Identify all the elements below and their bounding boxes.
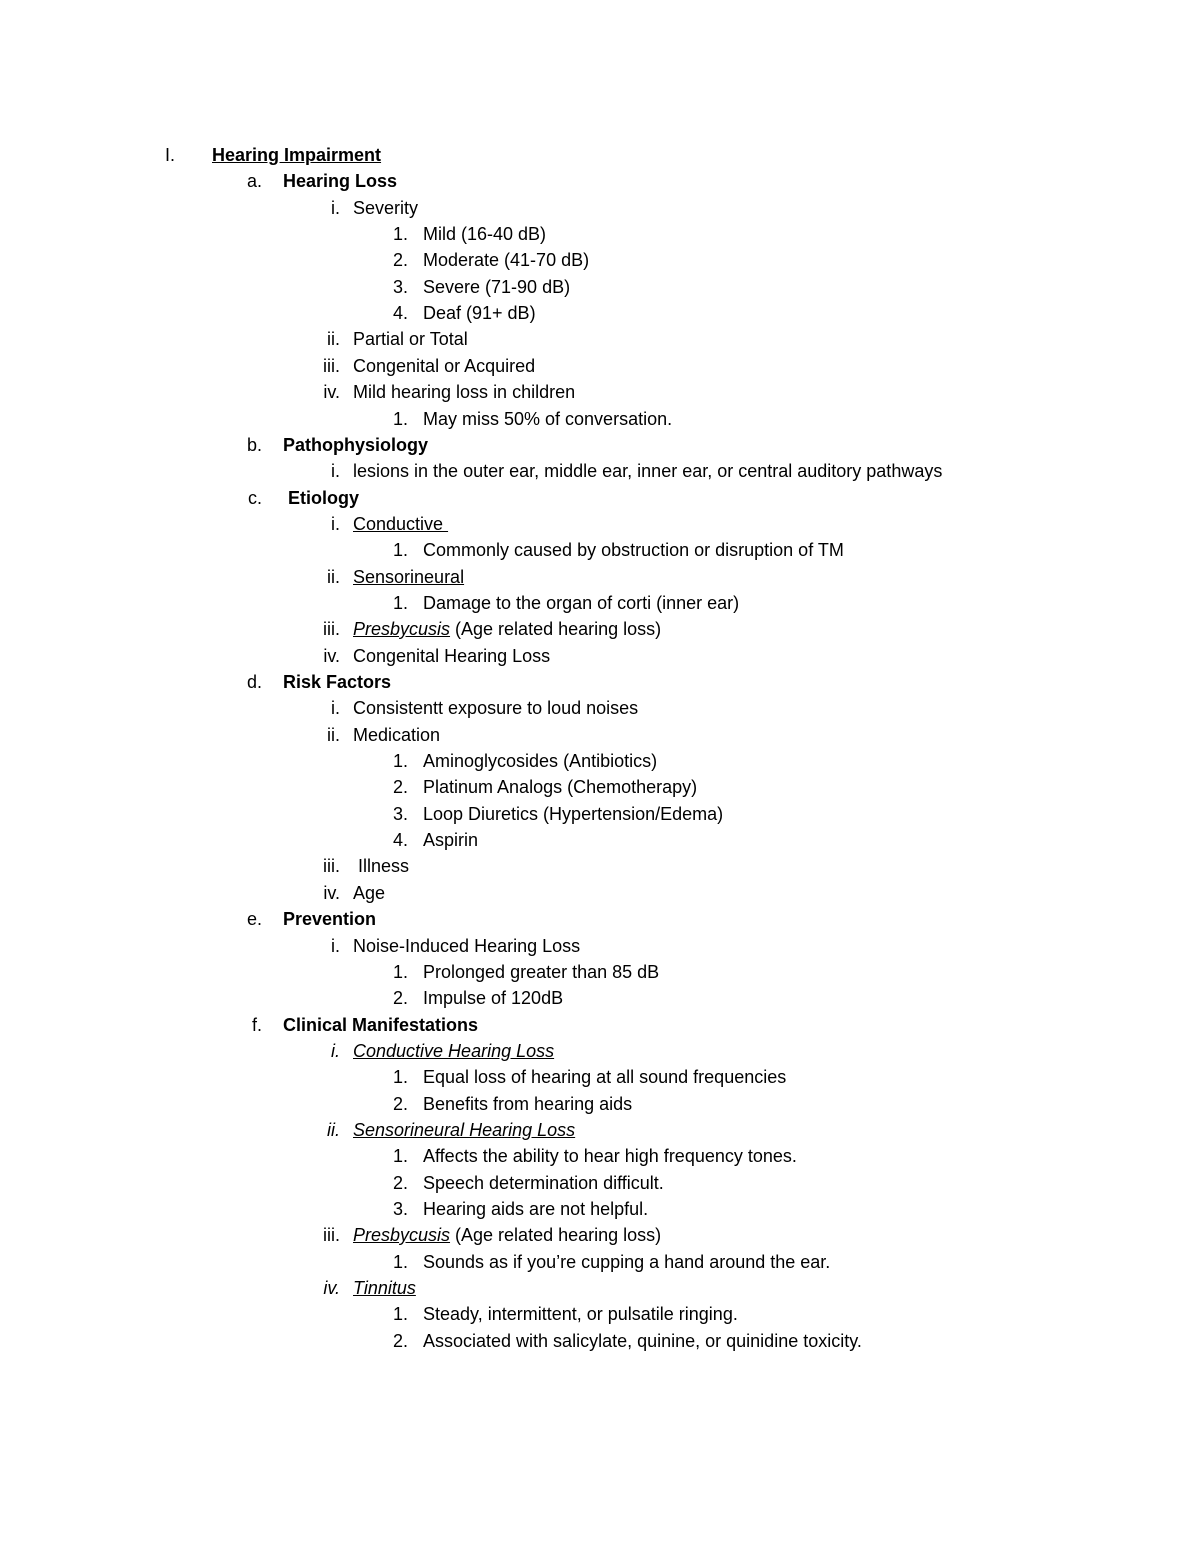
outline-text: [423, 247, 589, 273]
outline-text: [423, 774, 697, 800]
text-run: Conductive: [353, 514, 449, 534]
outline-item-line: [0, 326, 1200, 352]
outline-text: [283, 669, 391, 695]
text-run: Clinical Manifestations: [283, 1015, 479, 1035]
outline-item-line: [0, 1117, 1200, 1143]
text-run: Tinnitus: [353, 1278, 416, 1298]
outline-text: [423, 1170, 664, 1196]
outline-subitem-line: [0, 300, 1200, 326]
text-run: Presbycusis: [353, 619, 451, 639]
outline-text: [353, 564, 464, 590]
list-marker: e.: [246, 909, 262, 929]
text-run: Equal loss of hearing at all sound frequencies: [423, 1067, 787, 1087]
text-run: Etiology: [283, 488, 359, 508]
outline-item-line: [0, 722, 1200, 748]
outline-text: [423, 1301, 738, 1327]
list-marker: c.: [247, 488, 262, 508]
outline-text: [353, 616, 661, 642]
text-run: May miss 50% of conversation.: [423, 409, 673, 429]
outline-subitem-line: [0, 801, 1200, 827]
outline-subitem-line: [0, 590, 1200, 616]
outline-section-line: [0, 142, 1200, 168]
outline-subitem-line: [0, 985, 1200, 1011]
outline-subitem-line: [0, 274, 1200, 300]
outline-text: [423, 537, 844, 563]
text-run: Commonly caused by obstruction or disruption of TM: [423, 540, 844, 560]
outline-subitem-line: [0, 1301, 1200, 1327]
outline-item-line: [0, 1275, 1200, 1301]
text-run: Speech determination difficult.: [423, 1173, 664, 1193]
outline-subitem-line: [0, 1143, 1200, 1169]
outline-text: [353, 326, 468, 352]
list-marker: i.: [331, 698, 340, 718]
list-marker: a.: [246, 171, 262, 191]
outline-text: [353, 643, 550, 669]
text-run: Pathophysiology: [283, 435, 429, 455]
outline-subsection-line: [0, 669, 1200, 695]
outline-text: [353, 458, 942, 484]
text-run: Age: [353, 883, 386, 903]
list-marker: iv.: [323, 382, 340, 402]
outline-text: [423, 221, 546, 247]
outline-text: [353, 1222, 661, 1248]
outline-subitem-line: [0, 406, 1200, 432]
outline-text: [423, 1091, 632, 1117]
outline-text: [212, 142, 381, 168]
outline-subitem-line: [0, 827, 1200, 853]
text-run: Congenital or Acquired: [353, 356, 536, 376]
outline-subitem-line: [0, 748, 1200, 774]
outline-item-line: [0, 353, 1200, 379]
outline-item-line: [0, 933, 1200, 959]
text-run: Affects the ability to hear high frequency tones.: [423, 1146, 797, 1166]
outline-item-line: [0, 853, 1200, 879]
outline-subsection-line: [0, 906, 1200, 932]
text-run: lesions in the outer ear, middle ear, inner ear, or central auditory pathways: [353, 461, 943, 481]
text-run: Damage to the organ of corti (inner ear): [423, 593, 740, 613]
list-marker: 2.: [392, 1173, 408, 1193]
text-run: Hearing Impairment: [212, 145, 382, 165]
text-run: Sounds as if you’re cupping a hand around the ear.: [423, 1252, 831, 1272]
outline-item-line: [0, 195, 1200, 221]
text-run: Presbycusis: [353, 1225, 451, 1245]
list-marker: i.: [331, 936, 340, 956]
text-run: Mild (16-40 dB): [423, 224, 547, 244]
outline-item-line: [0, 643, 1200, 669]
outline-text: [283, 906, 376, 932]
outline-subitem-line: [0, 774, 1200, 800]
list-marker: 1.: [392, 962, 408, 982]
outline-text: [283, 1012, 478, 1038]
list-marker: ii.: [327, 725, 340, 745]
outline-subitem-line: [0, 1328, 1200, 1354]
outline-subitem-line: [0, 1091, 1200, 1117]
text-run: Medication: [353, 725, 441, 745]
outline-item-line: [0, 511, 1200, 537]
outline-text: [423, 748, 657, 774]
text-run: Sensorineural Hearing Loss: [353, 1120, 576, 1140]
text-run: Aminoglycosides (Antibiotics): [423, 751, 658, 771]
text-run: Risk Factors: [283, 672, 392, 692]
outline-subitem-line: [0, 247, 1200, 273]
list-marker: b.: [246, 435, 262, 455]
outline-text: [353, 722, 440, 748]
list-marker: d.: [246, 672, 262, 692]
outline-text: [423, 274, 570, 300]
outline-text: [423, 1143, 797, 1169]
list-marker: 1.: [392, 224, 408, 244]
list-marker: 3.: [392, 277, 408, 297]
outline-item-line: [0, 458, 1200, 484]
outline-text: [423, 801, 723, 827]
outline-text: [423, 1196, 648, 1222]
text-run: Sensorineural: [353, 567, 465, 587]
list-marker: 4.: [392, 303, 408, 323]
text-run: Steady, intermittent, or pulsatile ringing.: [423, 1304, 738, 1324]
text-run: Conductive Hearing Loss: [353, 1041, 555, 1061]
outline-text: [423, 406, 672, 432]
list-marker: iv.: [323, 883, 340, 903]
list-marker: iv.: [323, 646, 340, 666]
list-marker: iii.: [323, 619, 340, 639]
text-run: Loop Diuretics (Hypertension/Edema): [423, 804, 724, 824]
list-marker: 2.: [392, 988, 408, 1008]
text-run: Noise-Induced Hearing Loss: [353, 936, 581, 956]
list-marker: f.: [251, 1015, 262, 1035]
outline-item-line: [0, 564, 1200, 590]
list-marker: 1.: [392, 751, 408, 771]
text-run: (Age related hearing loss): [450, 1225, 662, 1245]
text-run: Hearing aids are not helpful.: [423, 1199, 649, 1219]
list-marker: 1.: [392, 1252, 408, 1272]
outline-subsection-line: [0, 485, 1200, 511]
list-marker: i.: [331, 1041, 340, 1061]
text-run: Deaf (91+ dB): [423, 303, 536, 323]
outline-text: [353, 1117, 575, 1143]
outline-text: [353, 695, 638, 721]
outline-subitem-line: [0, 221, 1200, 247]
outline-subitem-line: [0, 537, 1200, 563]
list-marker: 1.: [392, 540, 408, 560]
text-run: Severity: [353, 198, 419, 218]
text-run: Mild hearing loss in children: [353, 382, 576, 402]
list-marker: 1.: [392, 1146, 408, 1166]
outline-text: [423, 959, 659, 985]
outline-item-line: [0, 695, 1200, 721]
text-run: Platinum Analogs (Chemotherapy): [423, 777, 698, 797]
outline-text: [353, 1275, 416, 1301]
outline-text: [283, 485, 359, 511]
list-marker: iv.: [323, 1278, 340, 1298]
list-marker: ii.: [327, 1120, 340, 1140]
outline-subitem-line: [0, 959, 1200, 985]
list-marker: I.: [165, 145, 176, 165]
text-run: Partial or Total: [353, 329, 468, 349]
text-run: Prevention: [283, 909, 377, 929]
outline-text: [353, 933, 580, 959]
outline-text: [353, 379, 575, 405]
outline-text: [423, 1328, 862, 1354]
list-marker: 1.: [392, 409, 408, 429]
list-marker: iii.: [323, 1225, 340, 1245]
list-marker: 2.: [392, 777, 408, 797]
outline-text: [423, 1064, 786, 1090]
outline-text: [423, 1249, 830, 1275]
outline-text: [423, 590, 739, 616]
text-run: Moderate (41-70 dB): [423, 250, 590, 270]
outline-item-line: [0, 1038, 1200, 1064]
list-marker: 1.: [392, 593, 408, 613]
outline-subitem-line: [0, 1196, 1200, 1222]
outline-text: [283, 168, 397, 194]
outline-item-line: [0, 616, 1200, 642]
list-marker: 1.: [392, 1067, 408, 1087]
list-marker: i.: [331, 461, 340, 481]
list-marker: 3.: [392, 1199, 408, 1219]
list-marker: 2.: [392, 250, 408, 270]
list-marker: ii.: [327, 329, 340, 349]
text-run: Associated with salicylate, quinine, or quinidine toxicity.: [423, 1331, 862, 1351]
list-marker: iii.: [323, 356, 340, 376]
outline-subitem-line: [0, 1249, 1200, 1275]
list-marker: i.: [331, 198, 340, 218]
text-run: Illness: [353, 856, 410, 876]
outline-text: [283, 432, 428, 458]
list-marker: 4.: [392, 830, 408, 850]
list-marker: ii.: [327, 567, 340, 587]
outline-text: [353, 511, 448, 537]
text-run: Impulse of 120dB: [423, 988, 564, 1008]
list-marker: 1.: [392, 1304, 408, 1324]
outline-subsection-line: [0, 168, 1200, 194]
text-run: Consistentt exposure to loud noises: [353, 698, 639, 718]
text-run: Hearing Loss: [283, 171, 398, 191]
text-run: Benefits from hearing aids: [423, 1094, 633, 1114]
outline-text: [353, 353, 535, 379]
text-run: Severe (71-90 dB): [423, 277, 571, 297]
outline-text: [353, 1038, 554, 1064]
text-run: Prolonged greater than 85 dB: [423, 962, 660, 982]
text-run: (Age related hearing loss): [450, 619, 662, 639]
outline-text: [423, 985, 563, 1011]
list-marker: 3.: [392, 804, 408, 824]
outline-subitem-line: [0, 1064, 1200, 1090]
outline-item-line: [0, 379, 1200, 405]
list-marker: 2.: [392, 1331, 408, 1351]
list-marker: 2.: [392, 1094, 408, 1114]
outline-item-line: [0, 1222, 1200, 1248]
outline-text: [353, 880, 385, 906]
outline-subsection-line: [0, 432, 1200, 458]
outline-text: [353, 195, 418, 221]
list-marker: i.: [331, 514, 340, 534]
outline-text: [423, 827, 478, 853]
outline-subitem-line: [0, 1170, 1200, 1196]
text-run: Aspirin: [423, 830, 479, 850]
outline-text: [353, 853, 409, 879]
outline-item-line: [0, 880, 1200, 906]
outline-subsection-line: [0, 1012, 1200, 1038]
outline-text: [423, 300, 536, 326]
list-marker: iii.: [323, 856, 340, 876]
text-run: Congenital Hearing Loss: [353, 646, 551, 666]
